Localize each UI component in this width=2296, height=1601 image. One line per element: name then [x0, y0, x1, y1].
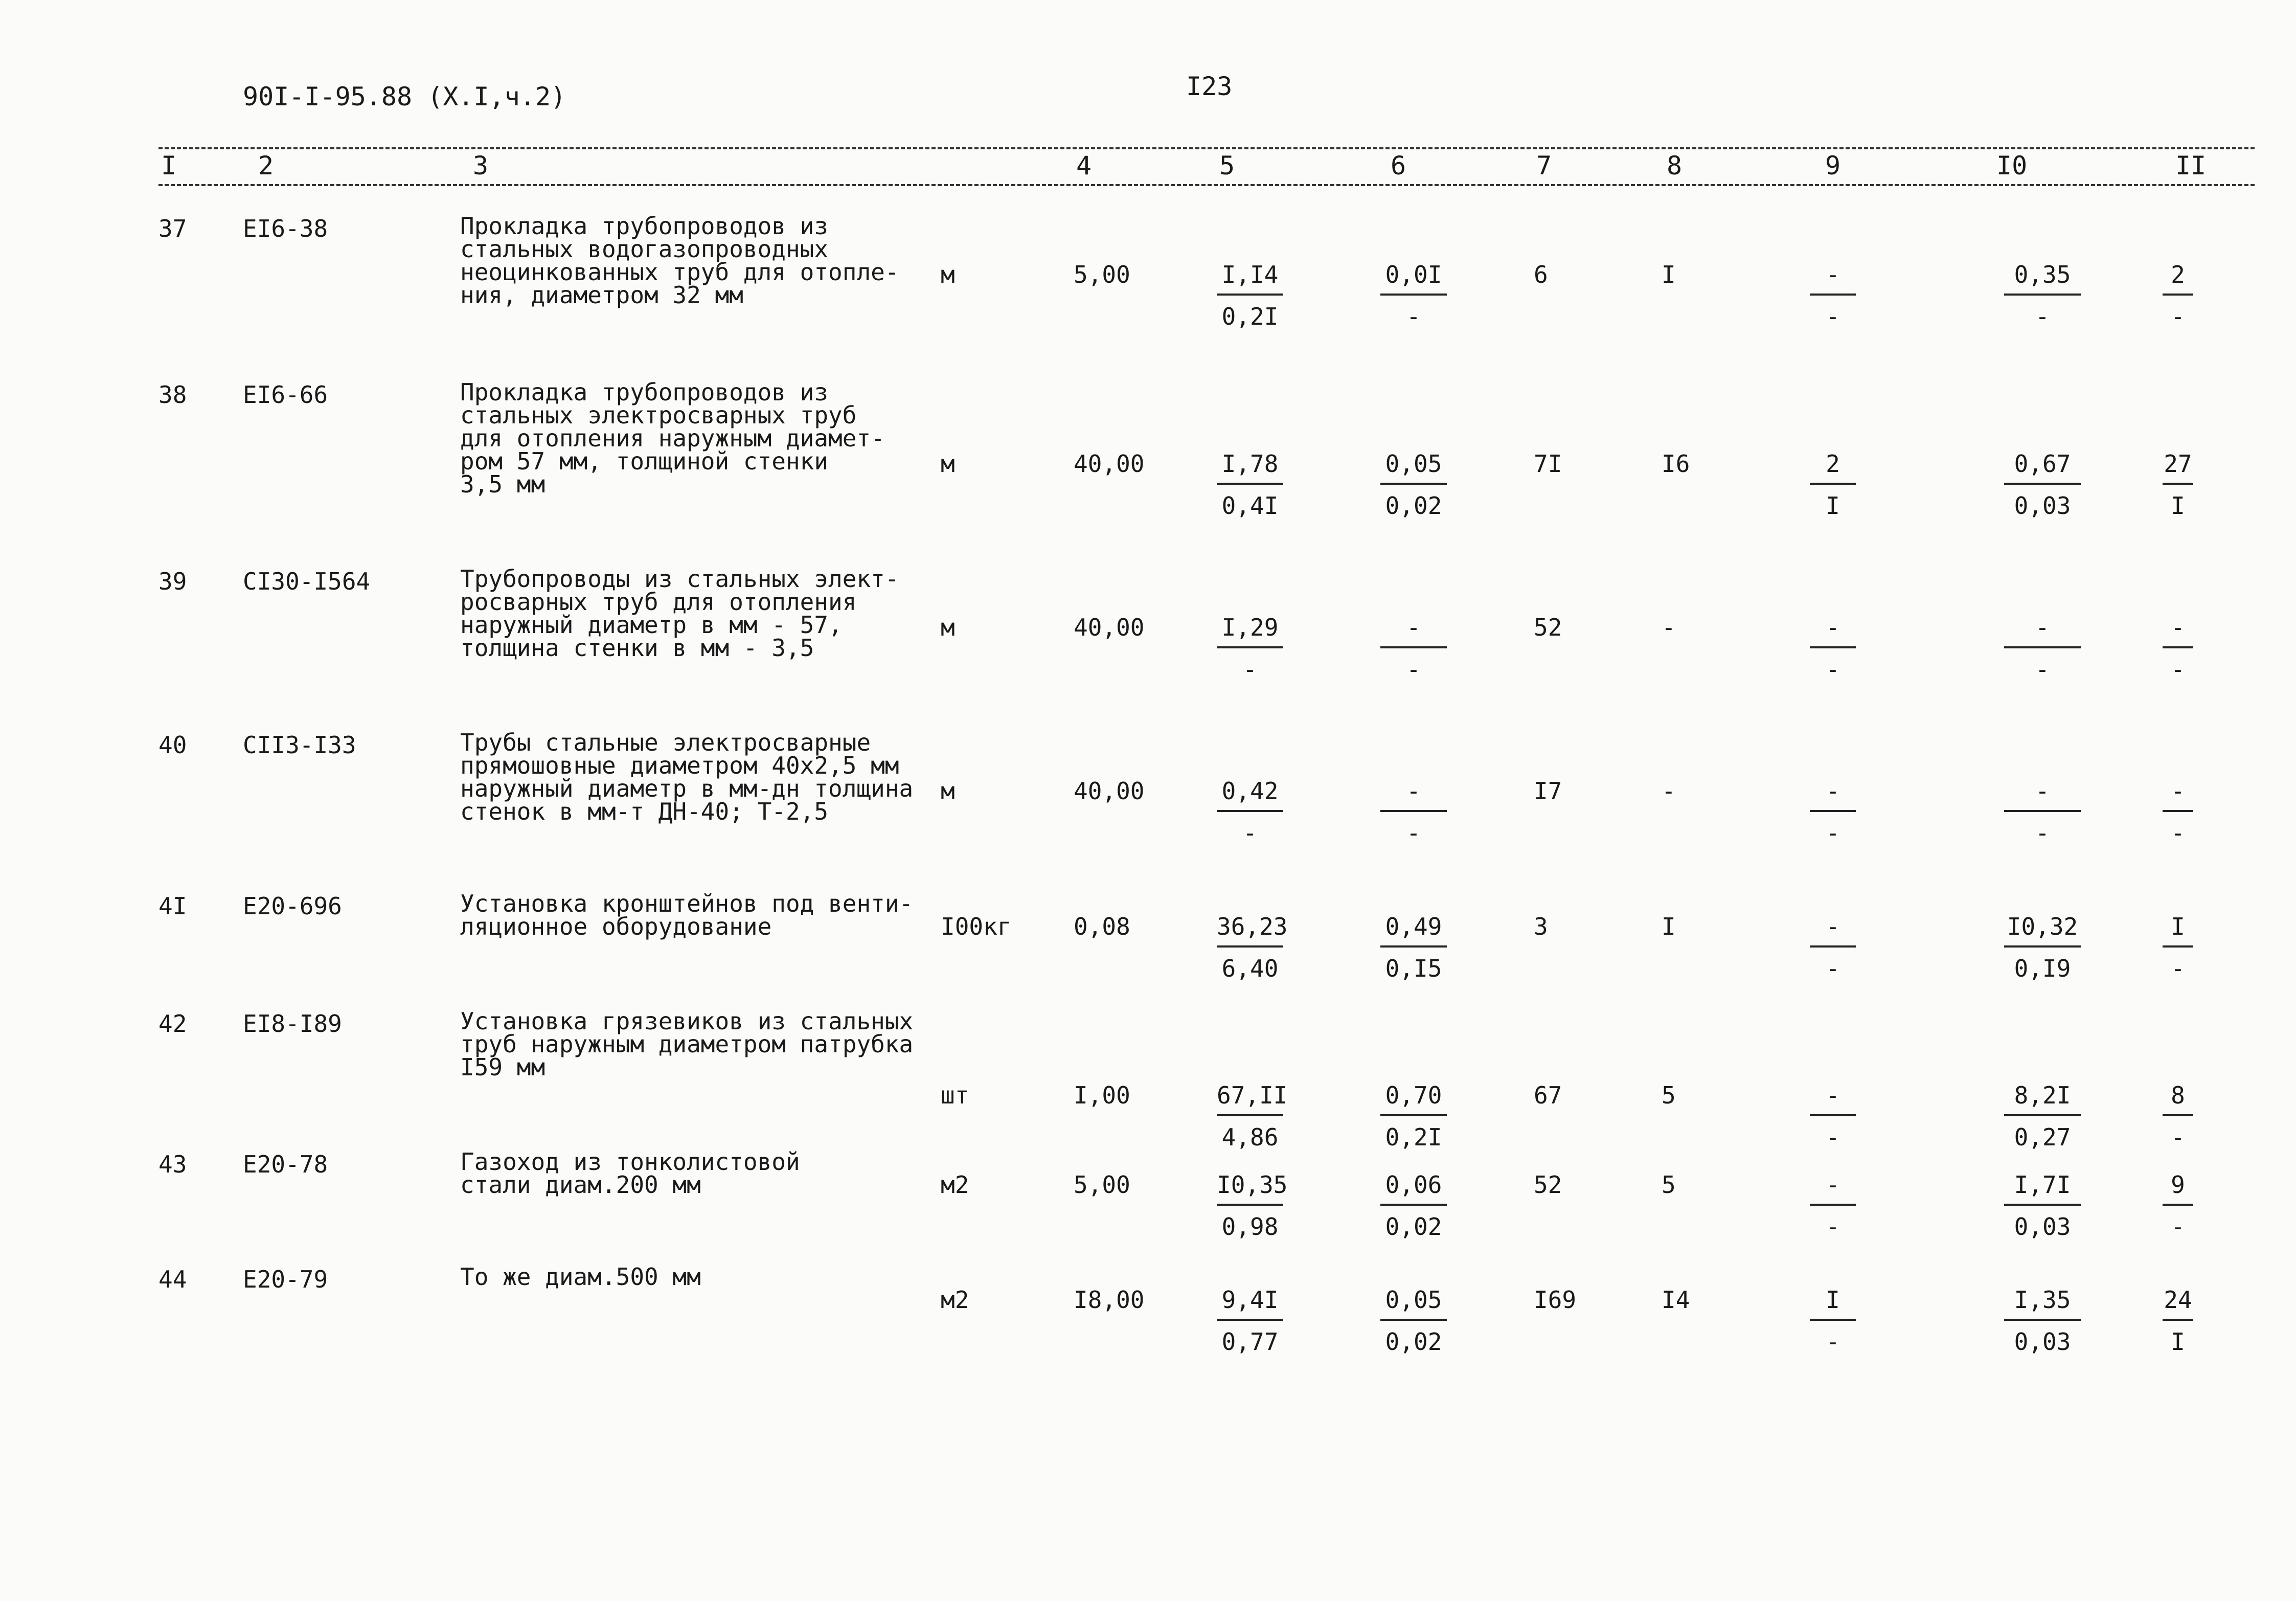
fraction-denominator: - [1826, 955, 1840, 982]
fraction-numerator: 36,23 [1217, 913, 1283, 948]
fraction-column-10 [2004, 1286, 2081, 1356]
description-line: Трубопроводы из стальных элект- [460, 565, 899, 593]
fraction-column-6 [1380, 450, 1447, 520]
rate-code: EI8-I89 [243, 1010, 342, 1038]
column-number-4: 4 [1076, 151, 1092, 181]
fraction-numerator: 8 [2163, 1081, 2193, 1116]
fraction-denominator: - [1826, 303, 1840, 330]
fraction-denominator: 0,27 [2014, 1123, 2071, 1151]
fraction-numerator: 27 [2163, 450, 2193, 485]
fraction-denominator: 0,I9 [2014, 955, 2071, 982]
column-number-6: 6 [1391, 151, 1406, 181]
fraction-numerator: 0,70 [1380, 1081, 1447, 1116]
rate-code: CI30-I564 [243, 568, 371, 595]
fraction-denominator: - [1826, 1123, 1840, 1151]
fraction-denominator: - [1243, 656, 1257, 683]
unit-of-measure: м [941, 777, 955, 805]
fraction-denominator: - [2171, 303, 2185, 330]
fraction-denominator: - [1826, 656, 1840, 683]
header-dashed-line-bottom [158, 184, 2255, 186]
fraction-denominator: - [2171, 1213, 2185, 1241]
fraction-column-6 [1380, 1286, 1447, 1356]
fraction-denominator: 0,I5 [1385, 955, 1442, 982]
column-7-value: 6 [1534, 261, 1548, 288]
fraction-denominator: 0,02 [1385, 1328, 1442, 1356]
description-line: То же диам.500 мм [460, 1263, 701, 1291]
fraction-column-5 [1217, 1286, 1283, 1356]
fraction-column-6 [1380, 1081, 1447, 1151]
quantity: 40,00 [1074, 777, 1145, 805]
fraction-denominator: - [1406, 819, 1421, 847]
fraction-numerator: - [1810, 614, 1856, 648]
fraction-denominator: 0,2I [1221, 303, 1279, 330]
fraction-numerator: I [1810, 1286, 1856, 1321]
description-line: Трубы стальные электросварные [460, 729, 871, 756]
description-line: Газоход из тонколистовой [460, 1148, 800, 1176]
description-line: наружный диаметр в мм - 57, [460, 611, 843, 639]
fraction-numerator: - [2163, 777, 2193, 812]
fraction-numerator: - [2004, 614, 2081, 648]
fraction-column-9 [1810, 614, 1856, 683]
fraction-column-10 [2004, 450, 2081, 520]
fraction-column-5 [1217, 614, 1283, 683]
fraction-numerator: 8,2I [2004, 1081, 2081, 1116]
fraction-denominator: - [1826, 1328, 1840, 1356]
unit-of-measure: I00кг [941, 913, 1012, 940]
fraction-denominator: 0,03 [2014, 492, 2071, 520]
fraction-denominator: - [2171, 819, 2185, 847]
fraction-denominator: 6,40 [1221, 955, 1279, 982]
work-description [460, 378, 930, 498]
column-8-value: - [1662, 777, 1676, 805]
fraction-numerator: I0,32 [2004, 913, 2081, 948]
description-line: Прокладка трубопроводов из [460, 212, 829, 240]
fraction-denominator: 0,02 [1385, 1213, 1442, 1241]
fraction-numerator: - [1380, 614, 1447, 648]
fraction-column-9 [1810, 1171, 1856, 1241]
fraction-column-9 [1810, 1286, 1856, 1356]
fraction-numerator: - [2004, 777, 2081, 812]
fraction-column-6 [1380, 261, 1447, 330]
fraction-numerator: - [1810, 777, 1856, 812]
row-number: 44 [158, 1266, 187, 1293]
fraction-numerator: I [2163, 913, 2193, 948]
fraction-numerator: - [1380, 777, 1447, 812]
fraction-denominator: - [2035, 303, 2050, 330]
fraction-denominator: - [2171, 656, 2185, 683]
fraction-denominator: I [2171, 1328, 2185, 1356]
fraction-denominator: - [1826, 1213, 1840, 1241]
fraction-denominator: I [2171, 492, 2185, 520]
description-line: стальных водогазопроводных [460, 235, 829, 263]
fraction-denominator: 0,4I [1221, 492, 1279, 520]
row-number: 39 [158, 568, 187, 595]
column-number-8: 8 [1667, 151, 1683, 181]
column-8-value: - [1662, 614, 1676, 641]
work-description [460, 212, 930, 309]
fraction-numerator: I,35 [2004, 1286, 2081, 1321]
fraction-numerator: 67,II [1217, 1081, 1283, 1116]
fraction-numerator: I,7I [2004, 1171, 2081, 1206]
column-8-value: 5 [1662, 1081, 1676, 1109]
fraction-numerator: - [1810, 1081, 1856, 1116]
fraction-column-5 [1217, 1171, 1288, 1241]
fraction-denominator: 0,77 [1221, 1328, 1279, 1356]
fraction-column-9 [1810, 261, 1856, 330]
fraction-column-6 [1380, 614, 1447, 683]
fraction-numerator: 2 [2163, 261, 2193, 296]
work-description [460, 1263, 930, 1291]
column-8-value: I6 [1662, 450, 1690, 478]
fraction-denominator: 0,02 [1385, 492, 1442, 520]
column-number-11: II [2175, 151, 2207, 181]
fraction-denominator: - [2035, 819, 2050, 847]
row-number: 40 [158, 731, 187, 759]
column-8-value: 5 [1662, 1171, 1676, 1199]
document-code: 90I-I-95.88 (X.I,ч.2) [243, 82, 566, 111]
fraction-numerator: - [1810, 913, 1856, 948]
fraction-denominator: 0,2I [1385, 1123, 1442, 1151]
quantity: I,00 [1074, 1081, 1130, 1109]
row-number: 43 [158, 1151, 187, 1178]
fraction-column-5 [1217, 450, 1283, 520]
column-number-1: I [161, 151, 177, 181]
fraction-column-10 [2004, 261, 2081, 330]
fraction-column-6 [1380, 777, 1447, 847]
fraction-denominator: 0,98 [1221, 1213, 1279, 1241]
description-line: I59 мм [460, 1053, 545, 1081]
fraction-numerator: 0,49 [1380, 913, 1447, 948]
description-line: Прокладка трубопроводов из [460, 378, 829, 406]
column-8-value: I [1662, 261, 1676, 288]
description-line: росварных труб для отопления [460, 588, 857, 616]
fraction-numerator: 9,4I [1217, 1286, 1283, 1321]
work-description [460, 1007, 930, 1081]
fraction-column-10 [2004, 1081, 2081, 1151]
description-line: стальных электросварных труб [460, 401, 857, 429]
fraction-numerator: 0,67 [2004, 450, 2081, 485]
fraction-numerator: 24 [2163, 1286, 2193, 1321]
column-number-5: 5 [1219, 151, 1235, 181]
rate-code: EI6-66 [243, 381, 328, 409]
fraction-numerator: 0,05 [1380, 1286, 1447, 1321]
work-description [460, 731, 930, 823]
fraction-numerator: - [1810, 261, 1856, 296]
fraction-column-11 [2163, 777, 2193, 847]
quantity: 40,00 [1074, 614, 1145, 641]
fraction-numerator: 0,06 [1380, 1171, 1447, 1206]
fraction-numerator: 0,0I [1380, 261, 1447, 296]
description-line: 3,5 мм [460, 470, 545, 498]
description-line: стенок в мм-т ДН-40; Т-2,5 [460, 798, 829, 825]
fraction-denominator: - [2171, 1123, 2185, 1151]
work-description [460, 565, 930, 662]
column-number-10: I0 [1996, 151, 2028, 181]
description-line: толщина стенки в мм - 3,5 [460, 634, 814, 662]
fraction-numerator: 9 [2163, 1171, 2193, 1206]
quantity: 0,08 [1074, 913, 1130, 940]
row-number: 38 [158, 381, 187, 409]
unit-of-measure: м2 [941, 1171, 969, 1199]
fraction-numerator: I,78 [1217, 450, 1283, 485]
fraction-column-5 [1217, 913, 1288, 982]
fraction-column-5 [1217, 777, 1283, 847]
fraction-column-9 [1810, 913, 1856, 982]
description-line: неоцинкованных труб для отопле- [460, 258, 899, 286]
description-line: наружный диаметр в мм-дн толщина [460, 775, 914, 802]
fraction-column-11 [2163, 1081, 2193, 1151]
rate-code: E20-78 [243, 1151, 328, 1178]
fraction-column-10 [2004, 1171, 2081, 1241]
column-number-9: 9 [1825, 151, 1841, 181]
column-number-3: 3 [473, 151, 489, 181]
fraction-column-11 [2163, 1171, 2193, 1241]
fraction-numerator: I0,35 [1217, 1171, 1283, 1206]
column-7-value: 67 [1534, 1081, 1562, 1109]
quantity: I8,00 [1074, 1286, 1145, 1314]
rate-code: E20-696 [243, 892, 342, 920]
column-8-value: I [1662, 913, 1676, 940]
row-number: 4I [158, 892, 187, 920]
fraction-numerator: - [2163, 614, 2193, 648]
unit-of-measure: м2 [941, 1286, 969, 1314]
unit-of-measure: м [941, 261, 955, 288]
description-line: для отопления наружным диамет- [460, 424, 885, 452]
description-line: стали диам.200 мм [460, 1171, 701, 1199]
column-7-value: I69 [1534, 1286, 1577, 1314]
fraction-denominator: 0,03 [2014, 1328, 2071, 1356]
fraction-denominator: - [1243, 819, 1257, 847]
fraction-numerator: 0,05 [1380, 450, 1447, 485]
header-dashed-line-top [158, 147, 2255, 149]
fraction-denominator: - [2171, 955, 2185, 982]
fraction-column-6 [1380, 1171, 1447, 1241]
fraction-column-10 [2004, 913, 2081, 982]
rate-code: EI6-38 [243, 215, 328, 242]
fraction-column-11 [2163, 450, 2193, 520]
fraction-column-9 [1810, 777, 1856, 847]
fraction-column-11 [2163, 913, 2193, 982]
page-number: I23 [1186, 72, 1233, 101]
column-7-value: 3 [1534, 913, 1548, 940]
description-line: Установка грязевиков из стальных [460, 1007, 914, 1035]
row-number: 37 [158, 215, 187, 242]
fraction-denominator: 4,86 [1221, 1123, 1279, 1151]
fraction-column-11 [2163, 614, 2193, 683]
description-line: ния, диаметром 32 мм [460, 281, 743, 309]
column-7-value: 52 [1534, 614, 1562, 641]
description-line: труб наружным диаметром патрубка [460, 1030, 914, 1058]
rate-code: E20-79 [243, 1266, 328, 1293]
work-description [460, 892, 930, 938]
fraction-numerator: 0,42 [1217, 777, 1283, 812]
fraction-denominator: - [1406, 303, 1421, 330]
fraction-numerator: I,29 [1217, 614, 1283, 648]
fraction-numerator: - [1810, 1171, 1856, 1206]
rate-code: CII3-I33 [243, 731, 356, 759]
quantity: 5,00 [1074, 261, 1130, 288]
column-7-value: 52 [1534, 1171, 1562, 1199]
fraction-numerator: 0,35 [2004, 261, 2081, 296]
fraction-column-9 [1810, 1081, 1856, 1151]
fraction-numerator: 2 [1810, 450, 1856, 485]
quantity: 5,00 [1074, 1171, 1130, 1199]
row-number: 42 [158, 1010, 187, 1038]
description-line: прямошовные диаметром 40х2,5 мм [460, 752, 899, 779]
fraction-denominator: - [1826, 819, 1840, 847]
fraction-denominator: - [2035, 656, 2050, 683]
fraction-column-5 [1217, 1081, 1288, 1151]
unit-of-measure: м [941, 450, 955, 478]
fraction-column-9 [1810, 450, 1856, 520]
fraction-denominator: 0,03 [2014, 1213, 2071, 1241]
work-description [460, 1148, 930, 1199]
fraction-denominator: - [1406, 656, 1421, 683]
fraction-column-5 [1217, 261, 1283, 330]
fraction-numerator: I,I4 [1217, 261, 1283, 296]
fraction-column-11 [2163, 1286, 2193, 1356]
column-7-value: I7 [1534, 777, 1562, 805]
column-number-7: 7 [1536, 151, 1552, 181]
column-number-2: 2 [258, 151, 274, 181]
fraction-denominator: I [1826, 492, 1840, 520]
fraction-column-10 [2004, 614, 2081, 683]
description-line: ром 57 мм, толщиной стенки [460, 447, 829, 475]
quantity: 40,00 [1074, 450, 1145, 478]
unit-of-measure: шт [941, 1081, 969, 1109]
fraction-column-10 [2004, 777, 2081, 847]
column-8-value: I4 [1662, 1286, 1690, 1314]
fraction-column-11 [2163, 261, 2193, 330]
description-line: ляционное оборудование [460, 913, 772, 940]
unit-of-measure: м [941, 614, 955, 641]
fraction-column-6 [1380, 913, 1447, 982]
description-line: Установка кронштейнов под венти- [460, 890, 914, 917]
column-7-value: 7I [1534, 450, 1562, 478]
